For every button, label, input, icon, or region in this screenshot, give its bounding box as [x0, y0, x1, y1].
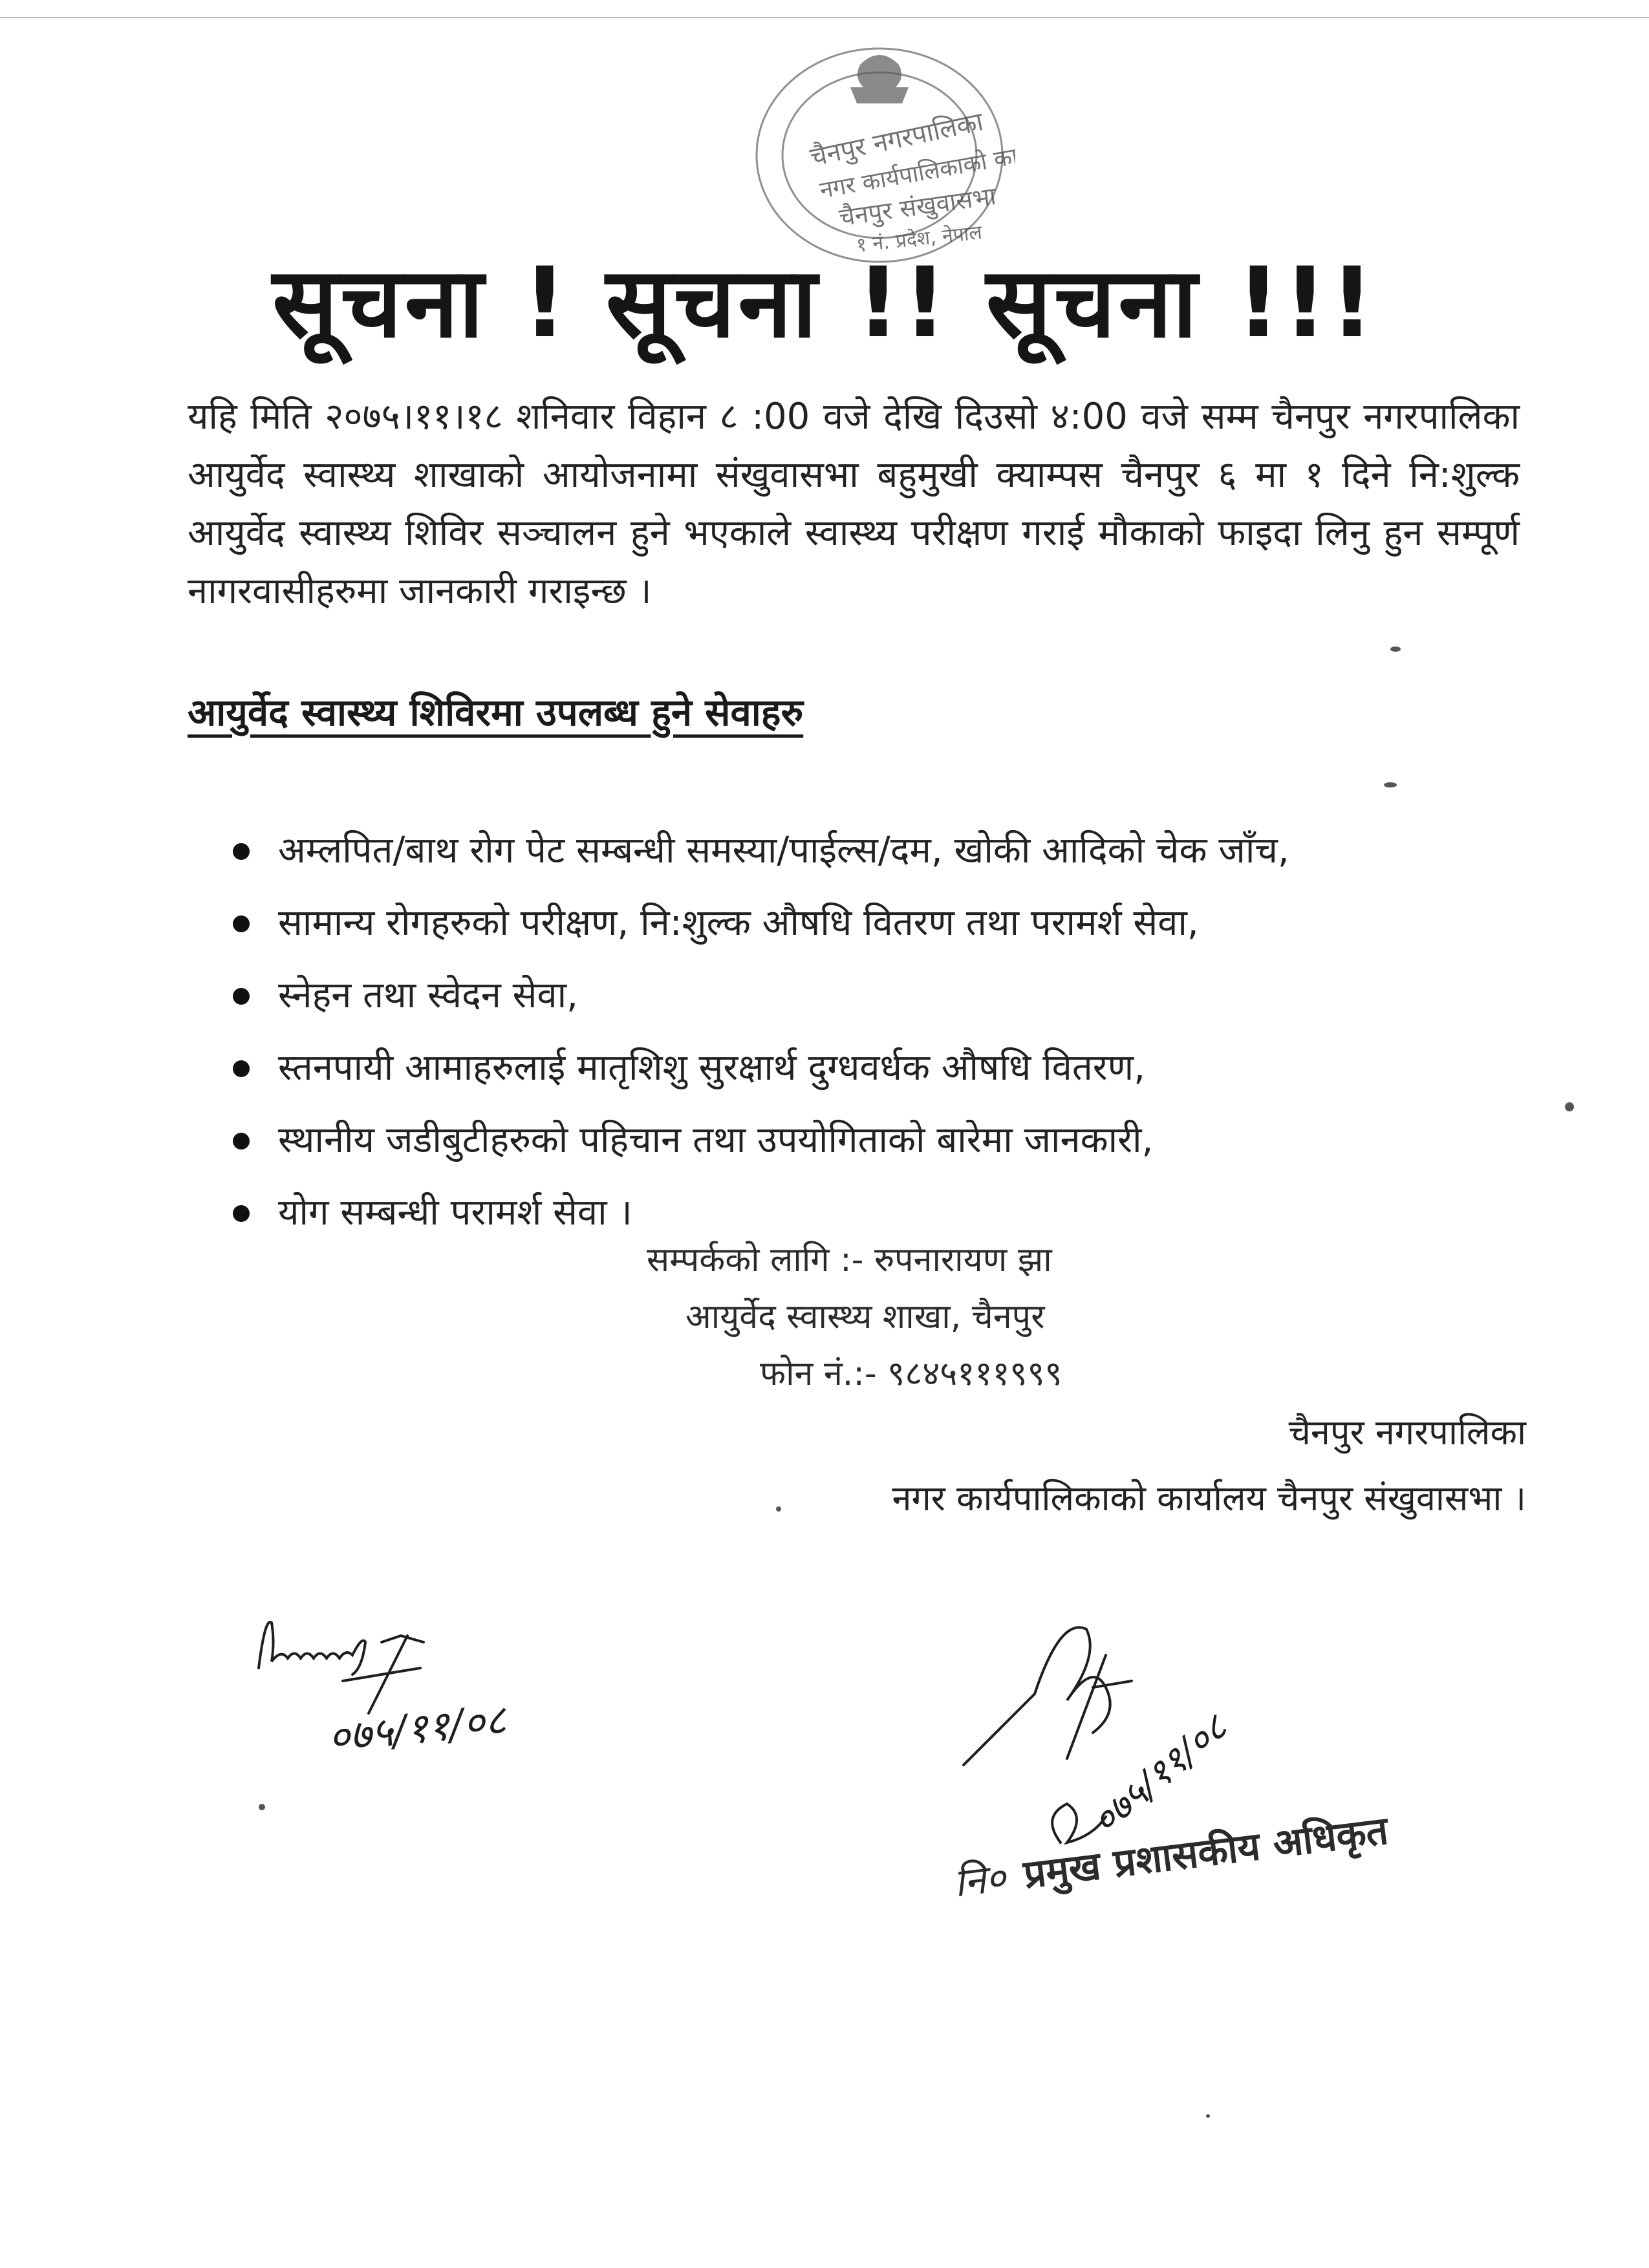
scan-edge-line [0, 17, 1649, 18]
scan-speck [1565, 1102, 1574, 1111]
contact-branch: आयुर्वेद स्वास्थ्य शाखा, चैनपुर [685, 1298, 1045, 1336]
scan-speck [776, 1506, 781, 1512]
list-item [233, 959, 1289, 1032]
service-text: अम्लपित/बाथ रोग पेट सम्बन्धी समस्या/पाईल्स/दम, खोकी आदिको चेक जाँच, [278, 829, 1289, 872]
svg-text:नगर कार्यपालिकाको कार्यालय: नगर कार्यपालिकाको कार्यालय [817, 134, 1015, 204]
scan-speck [259, 1804, 265, 1810]
scan-speck [1390, 647, 1401, 652]
issuer-block [892, 1400, 1526, 1532]
signature-graphic [246, 1565, 517, 1765]
bullet-icon [233, 1205, 250, 1222]
bullet-icon [233, 915, 250, 932]
contact-block [647, 1232, 1164, 1402]
bullet-icon [233, 1060, 250, 1077]
left-signature-date: ०७५/११/०८ [325, 1696, 509, 1762]
list-item [233, 887, 1289, 959]
service-text: स्थानीय जडीबुटीहरुको पहिचान तथा उपयोगिताको बारेमा जानकारी, [278, 1119, 1154, 1161]
service-text: योग सम्बन्धी परामर्श सेवा । [278, 1192, 632, 1234]
service-text: स्नेहन तथा स्वेदन सेवा, [278, 974, 578, 1016]
notice-title: सूचना ! सूचना !! सूचना !!! [272, 247, 1377, 359]
list-item [233, 1104, 1289, 1177]
bullet-icon [233, 988, 250, 1005]
svg-text:चैनपुर नगरपालिका: चैनपुर नगरपालिका [807, 107, 986, 173]
scan-speck [1206, 2114, 1210, 2118]
service-text: स्तनपायी आमाहरुलाई मातृशिशु सुरक्षार्थ दुग्धवर्धक औषधि वितरण, [278, 1047, 1145, 1089]
service-text: सामान्य रोगहरुको परीक्षण, नि:शुल्क औषधि वितरण तथा परामर्श सेवा, [278, 902, 1199, 944]
contact-phone: फोन नं.:- ९८४५१११९९९ [760, 1354, 1062, 1393]
bullet-icon [233, 1133, 250, 1150]
bullet-icon [233, 843, 250, 860]
services-heading: आयुर्वेद स्वास्थ्य शिविरमा उपलब्ध हुने सेवाहरु [188, 690, 804, 734]
scan-speck [1384, 782, 1397, 787]
contact-person: सम्पर्कको लागि :- रुपनारायण झा [647, 1241, 1052, 1279]
stamp-prefix: नि० [951, 1855, 1009, 1907]
notice-paragraph: यहि मिति २०७५।११।१८ शनिवार विहान ८ :00 वजे देखि दिउसो ४:00 वजे सम्म चैनपुर नगरपालिका आयुर्वेद स्वास्थ्य शाखाको आयोजनामा संखुवासभा बहुमुखी क्याम्पस चैनपुर ६ मा १ दिने नि:शुल्क आयुर्वेद स्वास्थ्य शिविर सञ्चालन हुने भएकाले स्वास्थ्य परीक्षण गराई मौकाको फाइदा लिनु हुन सम्पूर्ण नागरवासीहरुमा जानकारी गराइन्छ । [188, 396, 1520, 612]
svg-text:१ नं. प्रदेश, नेपाल: १ नं. प्रदेश, नेपाल [855, 221, 984, 257]
stamp-title: प्रमुख प्रशासकीय अधिकृत [1021, 1808, 1391, 1898]
svg-text:चैनपुर संखुवासभा: चैनपुर संखुवासभा [837, 181, 998, 232]
issuer-office: नगर कार्यपालिकाको कार्यालय चैनपुर संखुवासभा । [892, 1478, 1526, 1519]
left-signature [246, 1565, 517, 1765]
right-signature-date: ०७५/११/०८ [1083, 1705, 1236, 1843]
list-item [233, 1032, 1289, 1104]
services-list [233, 815, 1289, 1249]
issuer-municipality: चैनपुर नगरपालिका [1288, 1412, 1526, 1453]
list-item [233, 815, 1289, 887]
